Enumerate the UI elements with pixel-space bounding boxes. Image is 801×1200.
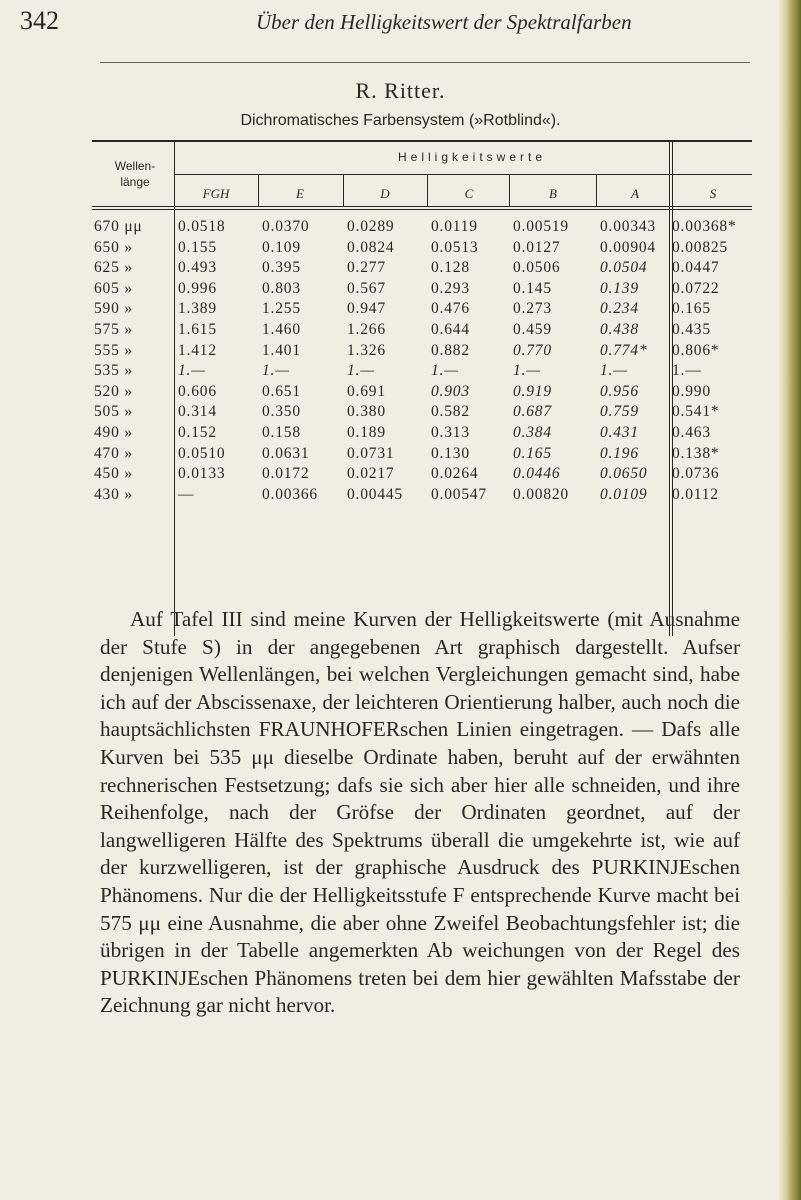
value-cell-e: 0.651 bbox=[262, 382, 301, 400]
value-cell-d: 0.947 bbox=[347, 300, 386, 318]
table-row bbox=[92, 280, 752, 301]
value-cell-c: 0.582 bbox=[431, 403, 470, 421]
wavelength-column-header bbox=[100, 158, 170, 190]
wavelength-header-line-2: länge bbox=[120, 175, 150, 189]
value-cell-d: 0.691 bbox=[347, 382, 386, 400]
value-cell-c: 0.00547 bbox=[431, 485, 487, 503]
column-header-s: S bbox=[709, 186, 717, 201]
value-cell-a: 1.— bbox=[600, 362, 628, 380]
value-cell-b: 0.687 bbox=[513, 403, 552, 421]
value-cell-d: 0.277 bbox=[347, 259, 386, 277]
paragraph: Auf Tafel III sind meine Kurven der Helligkeitswerte (mit Ausnahme der Stufe S) in der angegebenen Art graphisch dargestellt. Aufser denjenigen Wellenlängen, bei welchen Vergleichungen gemacht sind, habe ich auf der Abscissenaxe, der leichteren Orientierung halber, auch noch die hauptsächlichsten FRAUNHOFERschen Linien eingetragen. — Dafs alle Kurven bei 535 μμ dieselbe Ordinate haben, beruht auf der erwähnten rechnerischen Festsetzung; dafs sie sich aber hier alle schneiden, und ihre Reihenfolge, nach der Gröfse der Ordinaten geordnet, auf der langwelligeren Hälfte des Spektrums überall die umgekehrte ist, wie auf der kurzwelligeren, ist der graphische Ausdruck des PURKINJEschen Phänomens. Nur die der Helligkeitsstufe F entsprechende Kurve macht bei 575 μμ eine Ausnahme, die aber ohne Zweifel Beobachtungsfehler ist; die übrigen in der Tabelle angemerkten Ab weichungen von der Regel des PURKINJEschen Phänomens treten bei dem hier gewählten Mafsstabe der Zeichnung gar nicht hervor. bbox=[100, 607, 740, 1018]
value-cell-b: 0.273 bbox=[513, 300, 552, 318]
value-cell-c: 0.903 bbox=[431, 382, 470, 400]
value-cell-c: 0.0264 bbox=[431, 465, 479, 483]
value-cell-s: 0.463 bbox=[672, 423, 711, 441]
values-column-header: Helligkeitswerte bbox=[397, 150, 547, 164]
value-cell-fgh: 0.314 bbox=[178, 403, 217, 421]
table-top-rule bbox=[92, 140, 752, 142]
column-divider bbox=[427, 174, 428, 206]
value-cell-d: 0.380 bbox=[347, 403, 386, 421]
value-cell-fgh: 1.412 bbox=[178, 341, 217, 359]
value-cell-fgh: 1.389 bbox=[178, 300, 217, 318]
value-cell-e: 0.0370 bbox=[262, 218, 310, 235]
table-row bbox=[92, 445, 752, 466]
value-cell-c: 1.— bbox=[431, 362, 459, 380]
value-cell-e: 0.0172 bbox=[262, 465, 310, 483]
value-cell-s: 1.— bbox=[672, 362, 702, 380]
value-cell-d: 0.567 bbox=[347, 279, 386, 297]
value-cell-s: 0.0736 bbox=[672, 465, 720, 483]
value-cell-a: 0.0504 bbox=[600, 259, 648, 277]
value-cell-e: 1.401 bbox=[262, 341, 301, 359]
value-cell-b: 0.0506 bbox=[513, 259, 561, 277]
column-divider bbox=[669, 140, 670, 636]
value-cell-d: 1.266 bbox=[347, 320, 386, 338]
value-cell-d: 1.326 bbox=[347, 341, 386, 359]
wavelength-cell: 430 » bbox=[94, 485, 133, 503]
value-cell-a: 0.0109 bbox=[600, 485, 648, 503]
value-cell-fgh: 0.0518 bbox=[178, 218, 226, 235]
value-cell-fgh: 0.152 bbox=[178, 423, 217, 441]
value-cell-a: 0.438 bbox=[600, 320, 639, 338]
column-divider bbox=[509, 174, 510, 206]
author-heading: R. Ritter. bbox=[355, 78, 446, 103]
column-divider bbox=[258, 174, 259, 206]
table-row bbox=[92, 300, 752, 321]
value-cell-d: 0.00445 bbox=[347, 485, 403, 503]
value-cell-s: 0.990 bbox=[672, 382, 711, 400]
table-title: Dichromatisches Farbensystem (»Rotblind«). bbox=[240, 112, 561, 129]
wavelength-cell: 605 » bbox=[94, 279, 133, 297]
value-cell-s: 0.541* bbox=[672, 403, 720, 421]
value-cell-fgh: 0.155 bbox=[178, 238, 217, 256]
value-cell-s: 0.0447 bbox=[672, 259, 720, 277]
value-cell-a: 0.759 bbox=[600, 403, 639, 421]
value-cell-fgh: 1.615 bbox=[178, 320, 217, 338]
table-row bbox=[92, 486, 752, 507]
value-cell-b: 0.145 bbox=[513, 279, 552, 297]
table-row bbox=[92, 218, 752, 239]
value-cell-d: 1.— bbox=[347, 362, 375, 380]
wavelength-header-line-1: Wellen- bbox=[114, 159, 156, 173]
subheader-rule bbox=[174, 174, 752, 175]
value-cell-e: 1.460 bbox=[262, 320, 301, 338]
value-cell-c: 0.293 bbox=[431, 279, 470, 297]
value-cell-b: 0.165 bbox=[513, 444, 552, 462]
body-text bbox=[100, 606, 740, 1020]
value-cell-d: 0.189 bbox=[347, 423, 386, 441]
value-cell-fgh: 0.606 bbox=[178, 382, 217, 400]
column-divider bbox=[596, 174, 597, 206]
page-number: 342 bbox=[20, 6, 59, 35]
value-cell-s: 0.138* bbox=[672, 444, 720, 462]
table-row bbox=[92, 383, 752, 404]
table-row bbox=[92, 465, 752, 486]
value-cell-fgh: 0.996 bbox=[178, 279, 217, 297]
wavelength-cell: 575 » bbox=[94, 320, 133, 338]
column-divider bbox=[343, 174, 344, 206]
wavelength-cell: 670 μμ bbox=[94, 218, 143, 235]
table-row bbox=[92, 321, 752, 342]
value-cell-b: 0.459 bbox=[513, 320, 552, 338]
value-cell-b: 0.0127 bbox=[513, 238, 561, 256]
value-cell-b: 0.384 bbox=[513, 423, 552, 441]
value-cell-fgh: 0.0510 bbox=[178, 444, 226, 462]
value-cell-d: 0.0731 bbox=[347, 444, 395, 462]
table-row bbox=[92, 259, 752, 280]
value-cell-e: 0.158 bbox=[262, 423, 301, 441]
table-row bbox=[92, 403, 752, 424]
value-cell-a: 0.00343 bbox=[600, 218, 656, 235]
wavelength-cell: 520 » bbox=[94, 382, 133, 400]
table-row bbox=[92, 342, 752, 363]
value-cell-c: 0.644 bbox=[431, 320, 470, 338]
wavelength-cell: 450 » bbox=[94, 465, 133, 483]
value-cell-d: 0.0824 bbox=[347, 238, 395, 256]
value-cell-s: 0.435 bbox=[672, 320, 711, 338]
value-cell-b: 1.— bbox=[513, 362, 541, 380]
running-title: Über den Helligkeitswert der Spektralfarben bbox=[256, 10, 632, 34]
table-head-rule-2 bbox=[92, 209, 752, 210]
column-header-fgh: FGH bbox=[202, 186, 230, 201]
value-cell-b: 0.919 bbox=[513, 382, 552, 400]
wavelength-cell: 470 » bbox=[94, 444, 133, 462]
wavelength-cell: 650 » bbox=[94, 238, 133, 256]
value-cell-fgh: 0.493 bbox=[178, 259, 217, 277]
value-cell-b: 0.00519 bbox=[513, 218, 569, 235]
column-header-d: D bbox=[380, 186, 390, 201]
value-cell-fgh: 0.0133 bbox=[178, 465, 226, 483]
value-cell-b: 0.00820 bbox=[513, 485, 569, 503]
value-cell-s: 0.0112 bbox=[672, 485, 719, 503]
column-header-e: E bbox=[296, 186, 304, 201]
wavelength-cell: 590 » bbox=[94, 300, 133, 318]
value-cell-s: 0.00825 bbox=[672, 238, 728, 256]
value-cell-c: 0.0119 bbox=[431, 218, 478, 235]
value-cell-e: 0.109 bbox=[262, 238, 301, 256]
value-cell-c: 0.313 bbox=[431, 423, 470, 441]
value-cell-s: 0.00368* bbox=[672, 218, 737, 235]
value-cell-s: 0.0722 bbox=[672, 279, 720, 297]
column-header-b: B bbox=[549, 186, 557, 201]
value-cell-fgh: 1.— bbox=[178, 362, 206, 380]
wavelength-cell: 555 » bbox=[94, 341, 133, 359]
value-cell-c: 0.130 bbox=[431, 444, 470, 462]
value-cell-a: 0.196 bbox=[600, 444, 639, 462]
value-cell-e: 0.00366 bbox=[262, 485, 318, 503]
column-header-c: C bbox=[464, 186, 474, 201]
value-cell-e: 1.— bbox=[262, 362, 290, 380]
wavelength-cell: 625 » bbox=[94, 259, 133, 277]
table-row bbox=[92, 424, 752, 445]
value-cell-d: 0.0289 bbox=[347, 218, 395, 235]
running-header bbox=[20, 6, 760, 40]
value-cell-c: 0.476 bbox=[431, 300, 470, 318]
value-cell-b: 0.770 bbox=[513, 341, 552, 359]
value-cell-a: 0.139 bbox=[600, 279, 639, 297]
value-cell-e: 0.350 bbox=[262, 403, 301, 421]
value-cell-c: 0.0513 bbox=[431, 238, 479, 256]
value-cell-a: 0.00904 bbox=[600, 238, 656, 256]
value-cell-s: 0.165 bbox=[672, 300, 711, 318]
value-cell-b: 0.0446 bbox=[513, 465, 561, 483]
table-row bbox=[92, 239, 752, 260]
column-divider bbox=[672, 140, 673, 636]
value-cell-e: 0.395 bbox=[262, 259, 301, 277]
value-cell-a: 0.0650 bbox=[600, 465, 648, 483]
table-body bbox=[92, 218, 752, 506]
value-cell-a: 0.956 bbox=[600, 382, 639, 400]
wavelength-cell: 490 » bbox=[94, 423, 133, 441]
wavelength-cell: 535 » bbox=[94, 362, 133, 380]
table-row bbox=[92, 362, 752, 383]
value-cell-d: 0.0217 bbox=[347, 465, 395, 483]
wavelength-cell: 505 » bbox=[94, 403, 133, 421]
value-cell-a: 0.431 bbox=[600, 423, 639, 441]
value-cell-e: 1.255 bbox=[262, 300, 301, 318]
value-cell-e: 0.0631 bbox=[262, 444, 310, 462]
column-header-a: A bbox=[631, 186, 639, 201]
table-head-rule-1 bbox=[92, 206, 752, 207]
value-cell-s: 0.806* bbox=[672, 341, 720, 359]
value-cell-e: 0.803 bbox=[262, 279, 301, 297]
value-cell-a: 0.234 bbox=[600, 300, 639, 318]
header-rule bbox=[100, 62, 750, 63]
value-cell-c: 0.128 bbox=[431, 259, 470, 277]
page-edge bbox=[779, 0, 801, 1200]
value-cell-c: 0.882 bbox=[431, 341, 470, 359]
value-cell-a: 0.774* bbox=[600, 341, 648, 359]
value-cell-fgh: — bbox=[178, 485, 195, 503]
